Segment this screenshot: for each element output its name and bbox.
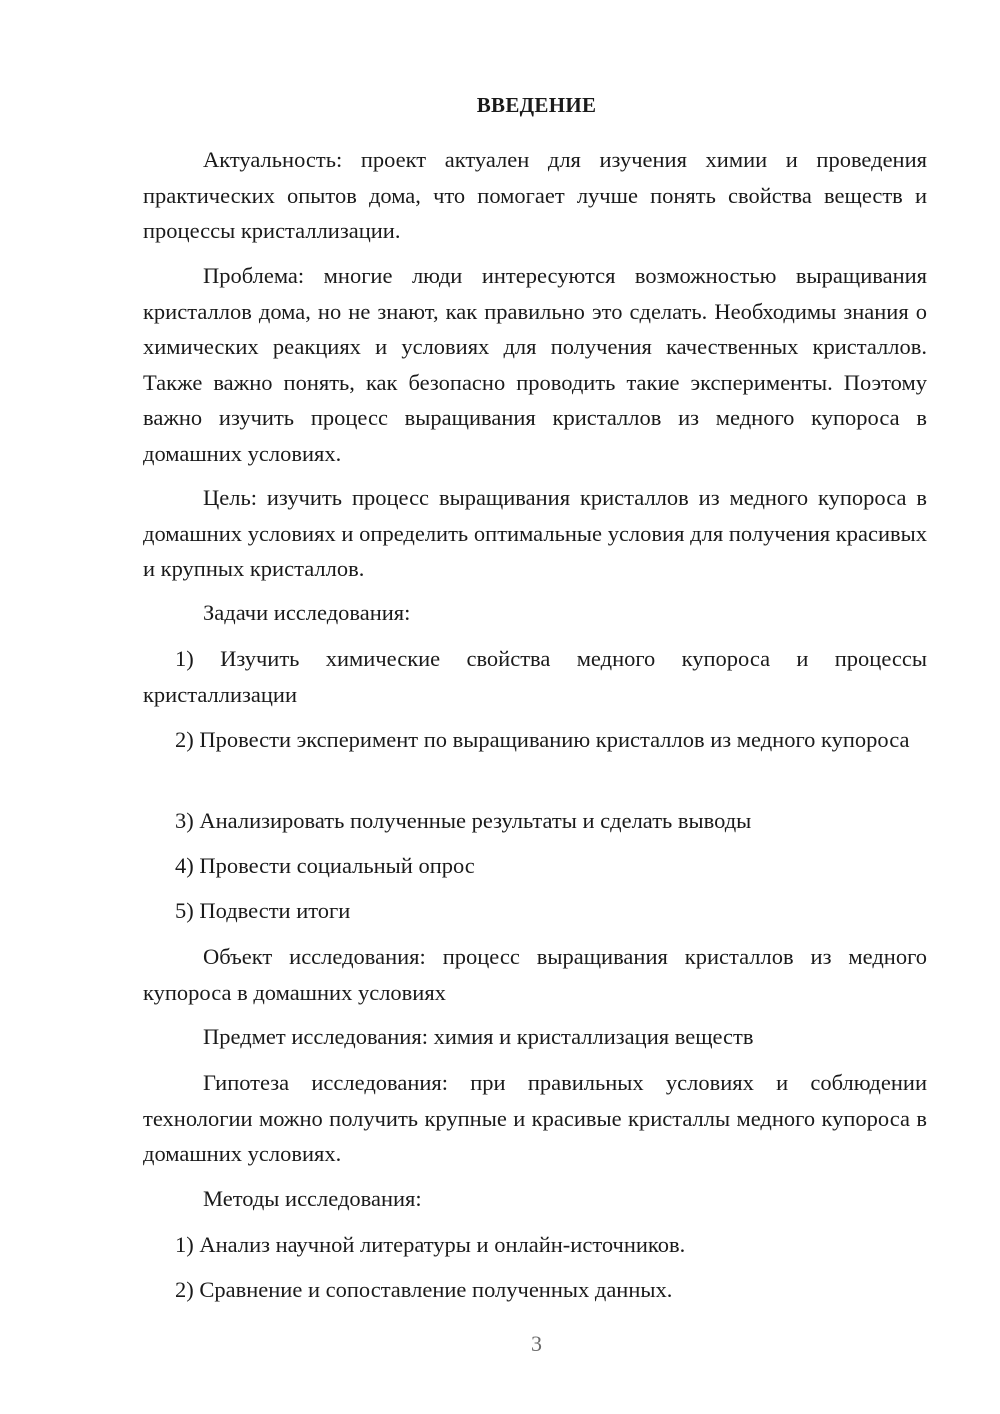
tasks-heading: Задачи исследования: bbox=[203, 600, 411, 625]
section-title: ВВЕДЕНИЕ bbox=[476, 93, 597, 117]
relevance-text: Актуальность: проект актуален для изучения химии и проведения практических опытов дома, что помогает лучше понять свойства веществ и процессы кристаллизации. bbox=[143, 147, 927, 243]
hypothesis-paragraph bbox=[143, 1065, 927, 1172]
relevance-paragraph bbox=[143, 142, 927, 249]
task-4: 4) Провести социальный опрос bbox=[175, 853, 475, 878]
method-item bbox=[143, 1227, 927, 1263]
tasks-heading-paragraph bbox=[143, 595, 927, 631]
object-text: Объект исследования: процесс выращивания кристаллов из медного купороса в домашних условиях bbox=[143, 944, 927, 1005]
goal-text: Цель: изучить процесс выращивания кристаллов из медного купороса в домашних условиях и определить оптимальные условия для получения красивых и крупных кристаллов. bbox=[143, 485, 927, 581]
task-5: 5) Подвести итоги bbox=[175, 898, 351, 923]
task-1: 1) Изучить химические свойства медного купороса и процессы кристаллизации bbox=[143, 646, 927, 707]
subject-text: Предмет исследования: химия и кристаллизация веществ bbox=[203, 1024, 754, 1049]
problem-text: Проблема: многие люди интересуются возможностью выращивания кристаллов дома, но не знают, как правильно это сделать. Необходимы знания о химических реакциях и условиях для получения качественных кристаллов. Также важно понять, как безопасно проводить такие эксперименты. Поэтому важно изучить процесс выращивания кристаллов из медного купороса в домашних условиях. bbox=[143, 263, 927, 466]
task-item bbox=[143, 848, 927, 884]
hypothesis-text: Гипотеза исследования: при правильных условиях и соблюдении технологии можно получить крупные и красивые кристаллы медного купороса в домашних условиях. bbox=[143, 1070, 927, 1166]
methods-heading: Методы исследования: bbox=[203, 1186, 422, 1211]
goal-paragraph bbox=[143, 480, 927, 587]
method-2: 2) Сравнение и сопоставление полученных данных. bbox=[175, 1277, 673, 1302]
task-2: 2) Провести эксперимент по выращиванию кристаллов из медного купороса bbox=[175, 727, 910, 752]
object-paragraph bbox=[143, 939, 927, 1010]
method-1: 1) Анализ научной литературы и онлайн-источников. bbox=[175, 1232, 686, 1257]
task-item bbox=[143, 803, 927, 839]
task-item bbox=[143, 722, 927, 758]
task-3: 3) Анализировать полученные результаты и сделать выводы bbox=[175, 808, 752, 833]
task-item bbox=[143, 893, 927, 929]
subject-paragraph bbox=[143, 1019, 927, 1055]
task-item bbox=[143, 641, 927, 712]
problem-paragraph bbox=[143, 258, 927, 471]
method-item bbox=[143, 1272, 927, 1308]
page-number: 3 bbox=[531, 1331, 542, 1356]
methods-heading-paragraph bbox=[143, 1181, 927, 1217]
